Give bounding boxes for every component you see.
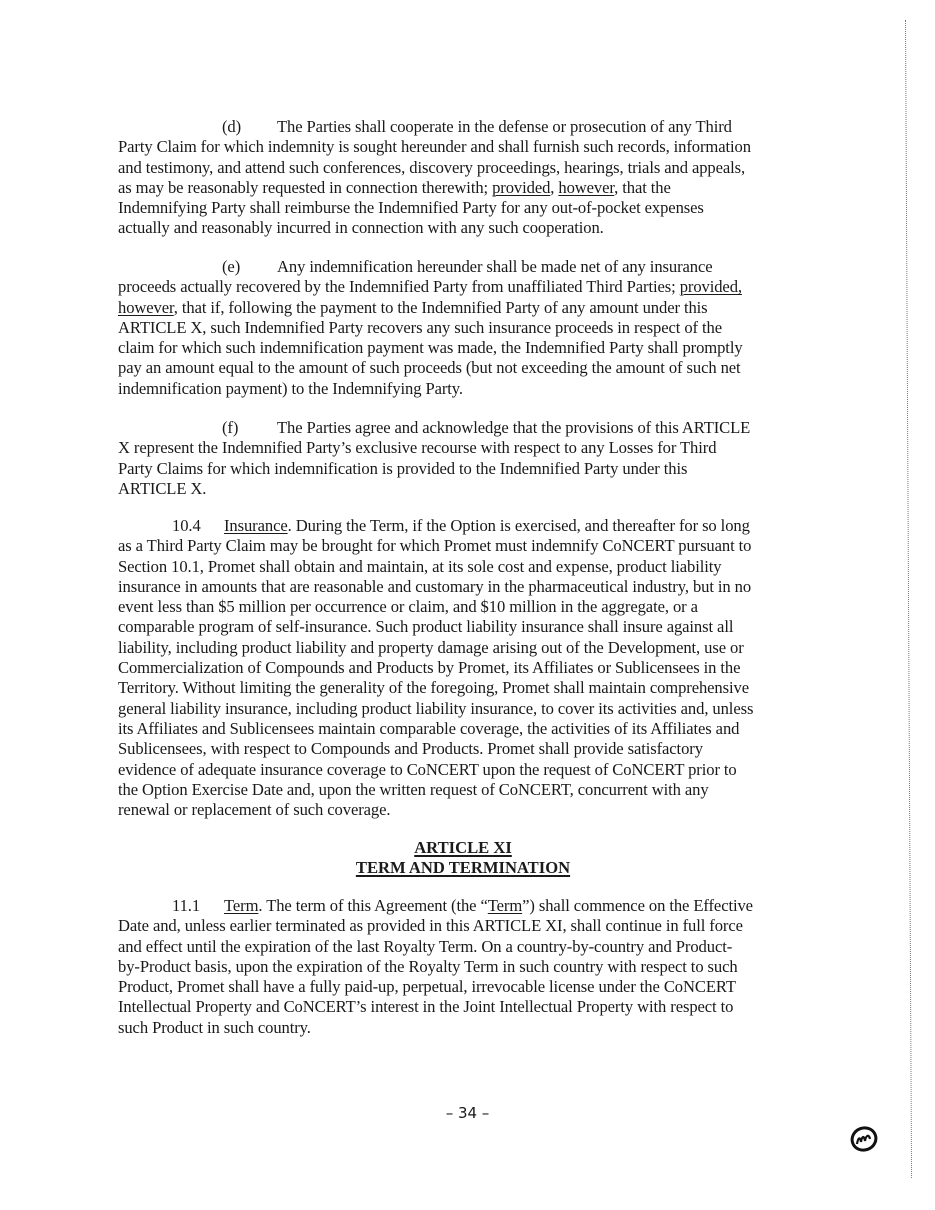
article-title: TERM AND TERMINATION	[355, 858, 571, 877]
defined-term: Term	[487, 896, 523, 915]
paragraph-label: (f)	[222, 418, 239, 437]
paragraph-label: (d)	[222, 117, 242, 136]
section-11-1-term: 11.1 Term. The term of this Agreement (the “Term”) shall commence on the Effective Date and, unless earlier terminated as provided in this ARTICLE XI, shall continue in full force and effect until the expiration of the last Royalty Term. On a country-by-country and Product- by-Product basis, upon the expiration of the Royalty Term in such country with respect to such Product, Promet shall have a fully paid-up, perpetual, irrevocable license under the CoNCERT Intellectual Property and CoNCERT’s interest in the Joint Intellectual Property with respect to such Product in such country.	[118, 896, 753, 1037]
provided-term: provided,	[679, 277, 742, 297]
section-number: 11.1	[172, 896, 201, 915]
section-number: 10.4	[172, 516, 201, 535]
provided-term: provided	[492, 177, 551, 197]
page-number: – 34 –	[445, 1104, 490, 1122]
section-title: Insurance	[224, 516, 288, 535]
however-term: however	[558, 177, 615, 197]
paragraph-label: (e)	[222, 257, 241, 276]
article-heading	[118, 838, 808, 878]
however-term: however	[118, 297, 174, 317]
article-number: ARTICLE XI	[414, 838, 512, 857]
section-10-4-insurance: 10.4 Insurance. During the Term, if the Option is exercised, and thereafter for so long as a Third Party Claim may be brought for which Promet must indemnify CoNCERT pursuant to Section 10.1, Promet shall obtain and maintain, at its sole cost and expense, product liability insurance in amounts that are reasonable and customary in the pharmaceutical industry, but in no event less than $5 million per occurrence or claim, and $10 million in the aggregate, or a comparable program of self-insurance. Such product liability insurance shall insure against all liability, including product liability and property damage arising out of the Development, use or Commercialization of Compounds and Products by Promet, its Affiliates or Sublicensees in the Territory. Without limiting the generality of the foregoing, Promet shall maintain comprehensive general liability insurance, including product liability insurance, to cover its activities and, unless its Affiliates and Sublicensees maintain comparable coverage, the activities of its Affiliates and Sublicensees, with respect to Compounds and Products. Promet shall provide satisfactory evidence of adequate insurance coverage to CoNCERT upon the request of CoNCERT prior to the Option Exercise Date and, upon the written request of CoNCERT, concurrent with any renewal or replacement of such coverage.	[118, 516, 754, 820]
scan-margin-line	[905, 20, 912, 1178]
paragraph-e: (e) Any indemnification hereunder shall be made net of any insurance proceeds actually recovered by the Indemnified Party from unaffiliated Third Parties; provided, however, that if, following the payment to the Indemnified Party of any amount under this ARTICLE X, such Indemnified Party recovers any such insurance proceeds in respect of the claim for which such indemnification payment was made, the Indemnified Party shall promptly pay an amount equal to the amount of such proceeds (but not exceeding the amount of such net indemnification payment) to the Indemnifying Party.	[118, 257, 743, 398]
section-title: Term	[224, 896, 259, 915]
paragraph-f: (f) The Parties agree and acknowledge that the provisions of this ARTICLE X represent the Indemnified Party’s exclusive recourse with respect to any Losses for Third Party Claims for which indemnification is provided to the Indemnified Party under this ARTICLE X.	[118, 418, 751, 498]
handwritten-initials-icon	[848, 1124, 880, 1156]
paragraph-d: (d) The Parties shall cooperate in the defense or prosecution of any Third Party Claim for which indemnity is sought hereunder and shall furnish such records, information and testimony, and attend such conferences, discovery proceedings, hearings, trials and appeals, as may be reasonably requested in connection therewith; provided, however, that the Indemnifying Party shall reimburse the Indemnified Party for any out-of-pocket expenses actually and reasonably incurred in connection with any such cooperation.	[118, 117, 751, 238]
